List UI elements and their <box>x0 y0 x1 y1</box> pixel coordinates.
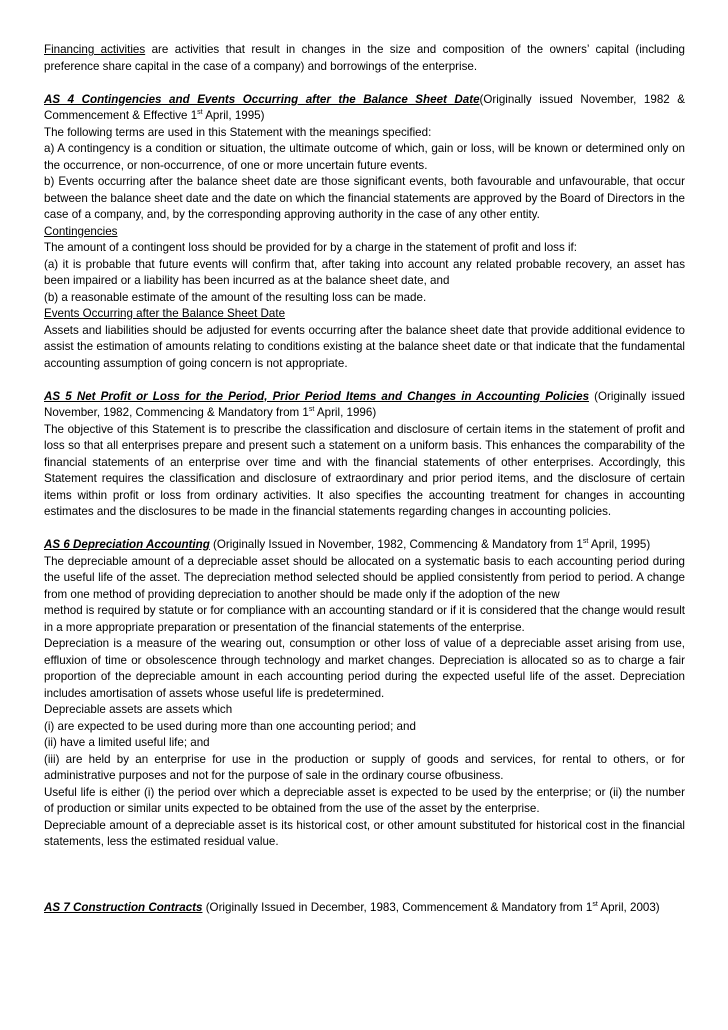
as4-paragraph: Assets and liabilities should be adjusted for events occurring after the balance sheet date that provide additional evidence to assist the estimation of amounts relating to conditions existing at the balance sheet date or that indicate that the fundamental accounting assumption of going concern is not appropriate. <box>44 323 685 370</box>
as7-title: AS 7 Construction Contracts <box>44 900 203 914</box>
as4-subheading-contingencies: Contingencies <box>44 224 118 238</box>
as4-subheading-events: Events Occurring after the Balance Sheet Date <box>44 307 286 320</box>
financing-activities-term: Financing activities <box>44 43 146 56</box>
as7-heading: AS 7 Construction Contracts (Originally Issued in December, 1983, Commencement & Mandatory from 1st April, 2003) <box>44 900 660 914</box>
as6-heading: AS 6 Depreciation Accounting (Originally Issued in November, 1982, Commencing & Mandatory from 1st April, 1995) <box>44 538 651 551</box>
as4-title: AS 4 Contingencies and Events Occurring after the Balance Sheet Date <box>44 92 480 106</box>
document-body <box>44 42 685 916</box>
as6-paragraph: Depreciable assets are assets which <box>44 703 233 716</box>
as5-title: AS 5 Net Profit or Loss for the Period, Prior Period Items and Changes in Accounting Policies <box>44 389 590 403</box>
as6-paragraph: Useful life is either (i) the period over which a depreciable asset is expected to be used by the enterprise; or (ii) the number of production or similar units expected to be obtained from the use of the asset by the enterprise. <box>44 785 685 815</box>
financing-activities-definition: Financing activities are activities that result in changes in the size and composition of the owners’ capital (including preference share capital in the case of a company) and borrowings of the enterprise. <box>44 43 685 73</box>
as4-paragraph: The following terms are used in this Statement with the meanings specified: <box>44 125 432 139</box>
as6-paragraph: The depreciable amount of a depreciable asset should be allocated on a systematic basis to each accounting period during the useful life of the asset. The depreciation method selected should be applied consistently from period to period. A change from one method of providing depreciation to another should be made only if the adoption of the new <box>44 554 685 601</box>
as6-title: AS 6 Depreciation Accounting <box>44 538 210 551</box>
as4-paragraph: The amount of a contingent loss should be provided for by a charge in the statement of profit and loss if: <box>44 241 577 254</box>
as4-paragraph: (a) it is probable that future events will confirm that, after taking into account any related probable recovery, an asset has been impaired or a liability has been incurred as at the balance sheet date, and <box>44 257 685 287</box>
as5-heading: AS 5 Net Profit or Loss for the Period, Prior Period Items and Changes in Accounting Policies (Originally issued November, 1982, Commencing & Mandatory from 1st April, 1996) <box>44 389 685 419</box>
as6-paragraph: method is required by statute or for compliance with an accounting standard or if it is considered that the change would result in a more appropriate preparation or presentation of the financial statements of the enterprise. <box>44 604 685 634</box>
as6-list-item: (ii) have a limited useful life; and <box>44 736 210 749</box>
as6-paragraph: Depreciable amount of a depreciable asset is its historical cost, or other amount substituted for historical cost in the financial statements, less the estimated residual value. <box>44 818 685 848</box>
as5-paragraph: The objective of this Statement is to prescribe the classification and disclosure of certain items in the statement of profit and loss so that all enterprises prepare and present such a statement on a uniform basis. This enhances the comparability of the financial statements of an enterprise over time and with the financial statements of other enterprises. Accordingly, this Statement requires the classification and disclosure of extraordinary and prior period items, and the disclosure of certain items within profit or loss from ordinary activities. It also specifies the accounting treatment for changes in accounting estimates and the disclosures to be made in the financial statements regarding changes in accounting policies. <box>44 422 685 518</box>
as4-paragraph: a) A contingency is a condition or situation, the ultimate outcome of which, gain or loss, will be known or determined only on the occurrence, or non-occurrence, of one or more uncertain future events. <box>44 142 685 172</box>
as4-paragraph: b) Events occurring after the balance sheet date are those significant events, both favourable and unfavourable, that occur between the balance sheet date and the date on which the financial statements are approved by the Board of Directors in the case of a company, and, by the corresponding approving authority in the case of any other entity. <box>44 175 685 221</box>
as6-list-item: (iii) are held by an enterprise for use in the production or supply of goods and services, for rental to others, or for administrative purposes and not for the purpose of sale in the ordinary course ofbusiness. <box>44 752 685 782</box>
as4-heading: AS 4 Contingencies and Events Occurring after the Balance Sheet Date(Originally issued November, 1982 & Commencement & Effective 1st April, 1995) <box>44 92 685 122</box>
as6-list-item: (i) are expected to be used during more than one accounting period; and <box>44 719 416 733</box>
as6-paragraph: Depreciation is a measure of the wearing out, consumption or other loss of value of a depreciable asset arising from use, effluxion of time or obsolescence through technology and market changes. Depreciation is allocated so as to charge a fair proportion of the depreciable amount in each accounting period during the expected useful life of the asset. Depreciation includes amortisation of assets whose useful life is predetermined. <box>44 637 685 700</box>
as4-paragraph: (b) a reasonable estimate of the amount of the resulting loss can be made. <box>44 290 427 304</box>
